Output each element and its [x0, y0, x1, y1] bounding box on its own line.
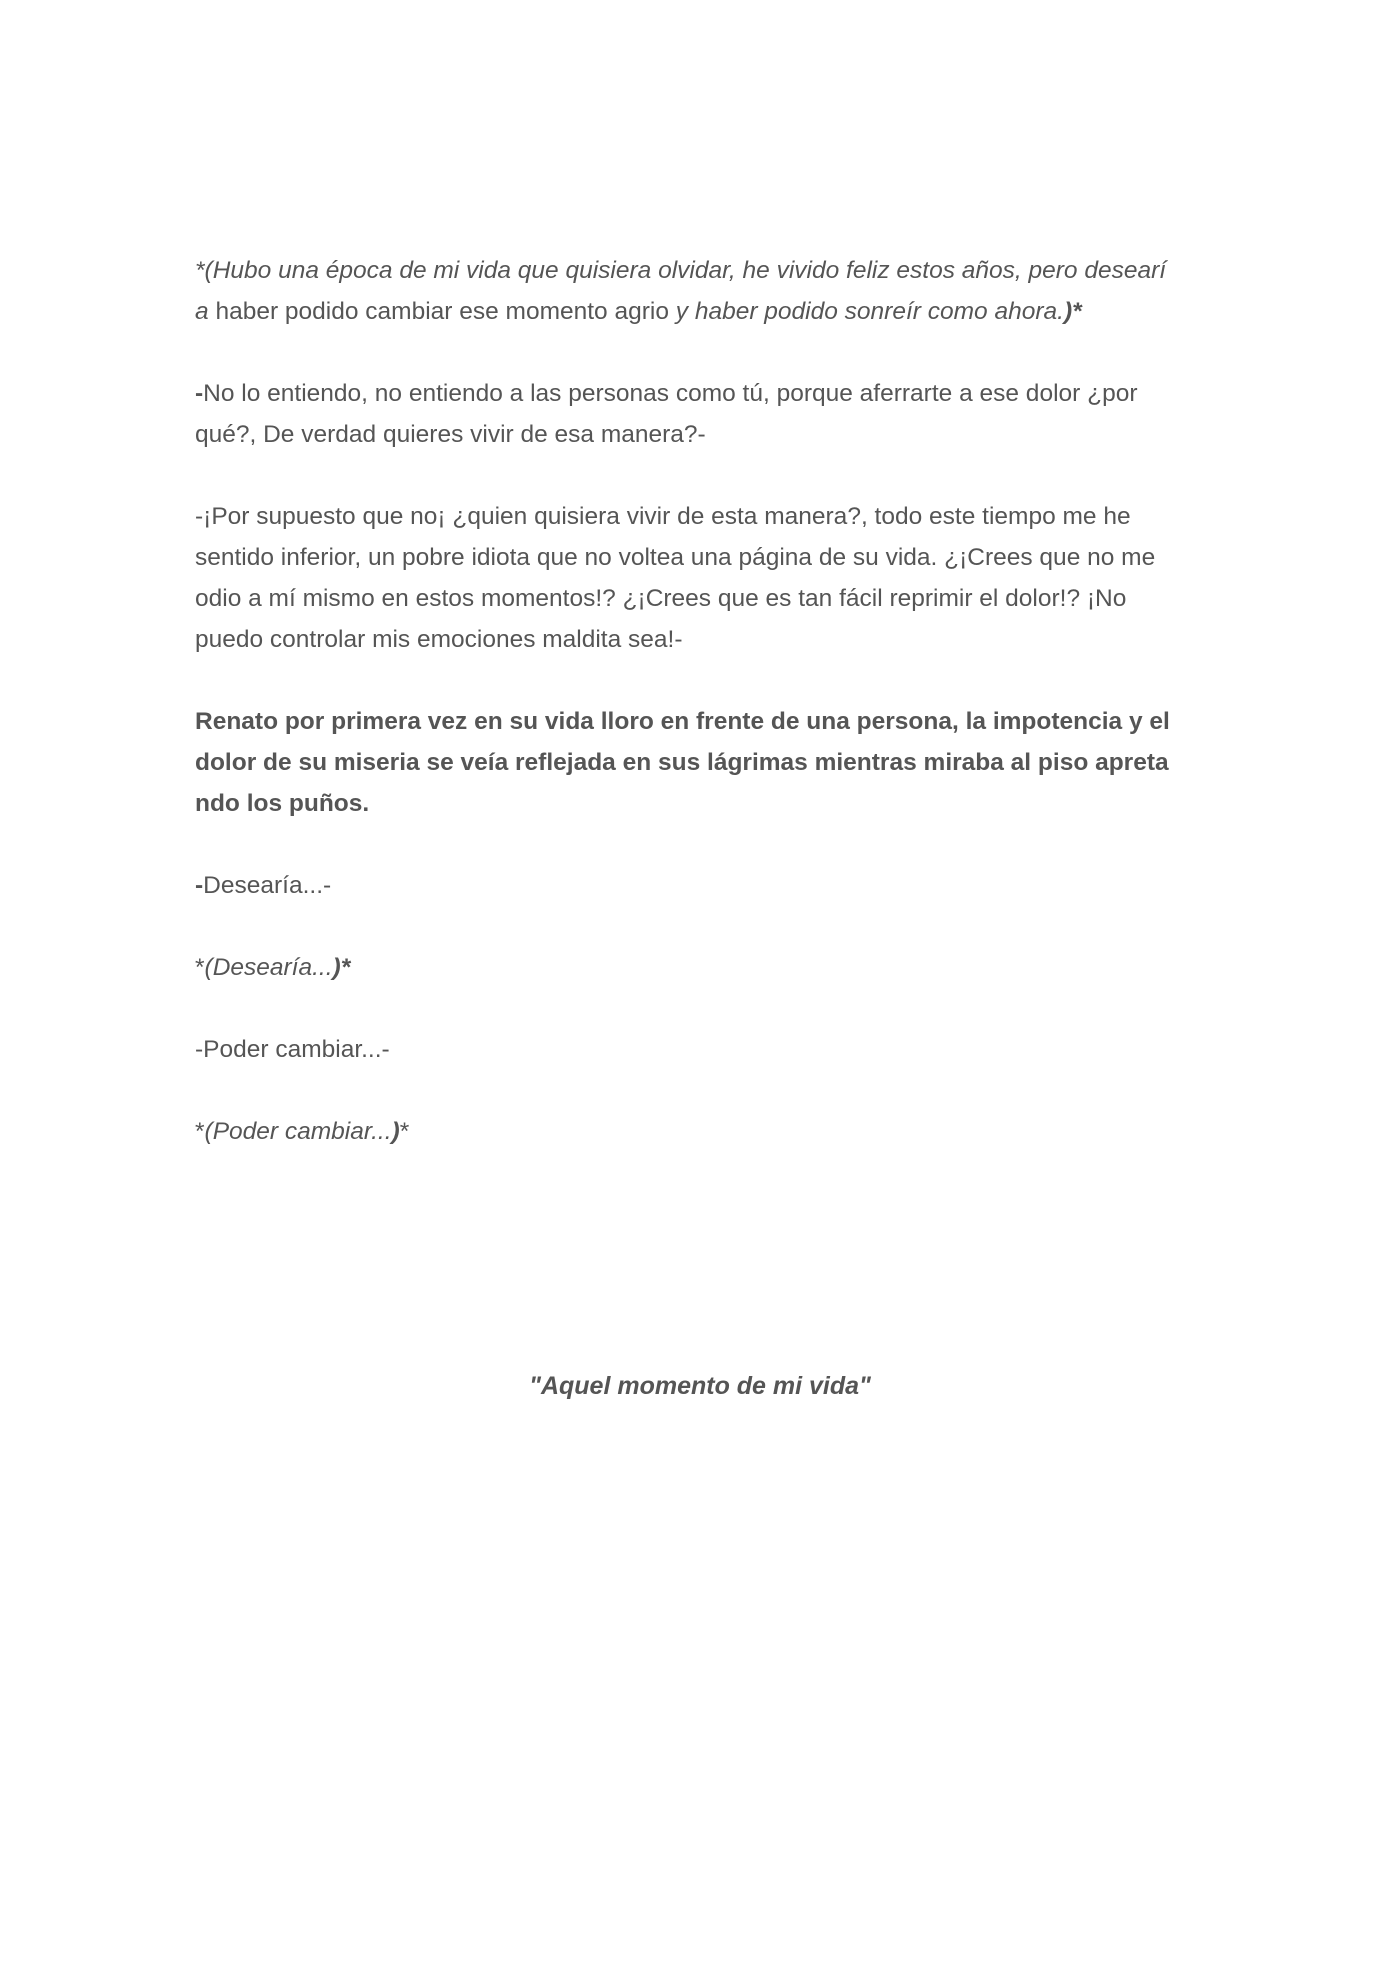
section-title: "Aquel momento de mi vida" [529, 1372, 871, 1400]
paragraph-line: -¡Por supuesto que no¡ ¿quien quisiera vivir de esta manera?, todo este tiempo me he [195, 503, 1131, 530]
paragraph-line: dolor de su miseria se veía reflejada en sus lágrimas mientras miraba al piso apreta [195, 749, 1169, 776]
dialogue-dash: - [195, 872, 204, 899]
paragraph-line: odio a mí mismo en estos momentos!? ¿¡Crees que es tan fácil reprimir el dolor!? ¡No [195, 585, 1127, 612]
text-fragment: )* [332, 954, 351, 981]
paragraph-line: qué?, De verdad quieres vivir de esa manera?- [195, 421, 706, 448]
paragraph-line: No lo entiendo, no entiendo a las personas como tú, porque aferrarte a ese dolor ¿por [203, 380, 1138, 407]
paragraph-short-thought [195, 1111, 1205, 1152]
text-fragment: * [399, 1118, 410, 1145]
paragraph-short-line [195, 865, 1205, 906]
paragraph-line: ndo los puños. [195, 790, 370, 817]
text-fragment: (Poder cambiar... [204, 1118, 392, 1145]
text-fragment: a [195, 298, 209, 325]
paragraph-line: Desearía...- [203, 872, 332, 899]
text-fragment: (Desearía... [204, 954, 333, 981]
paragraph-dialogue-answer [195, 496, 1205, 660]
paragraph-flashback-thought [195, 250, 1205, 332]
text-fragment: * [195, 954, 205, 981]
paragraph-line: sentido inferior, un pobre idiota que no voltea una página de su vida. ¿¡Crees que no me [195, 544, 1156, 571]
text-fragment: haber podido cambiar ese momento agrio [208, 298, 676, 325]
text-fragment: ) [391, 1118, 400, 1145]
text-fragment: y haber podido sonreír como ahora. [675, 298, 1064, 325]
paragraph-line: Renato por primera vez en su vida lloro en frente de una persona, la impotencia y el [195, 708, 1170, 735]
paragraph-line: *(Hubo una época de mi vida que quisiera olvidar, he vivido feliz estos años, pero desearí [195, 257, 1167, 284]
paragraph-dialogue-question [195, 373, 1205, 455]
text-fragment: * [195, 1118, 205, 1145]
text-fragment: )* [1063, 298, 1082, 325]
paragraph-line: -Poder cambiar...- [195, 1036, 390, 1063]
paragraph-narration [195, 701, 1205, 824]
dialogue-dash: - [195, 380, 204, 407]
paragraph-line: puedo controlar mis emociones maldita sea!- [195, 626, 683, 653]
paragraph-short-line [195, 1029, 1205, 1070]
paragraph-short-thought [195, 947, 1205, 988]
